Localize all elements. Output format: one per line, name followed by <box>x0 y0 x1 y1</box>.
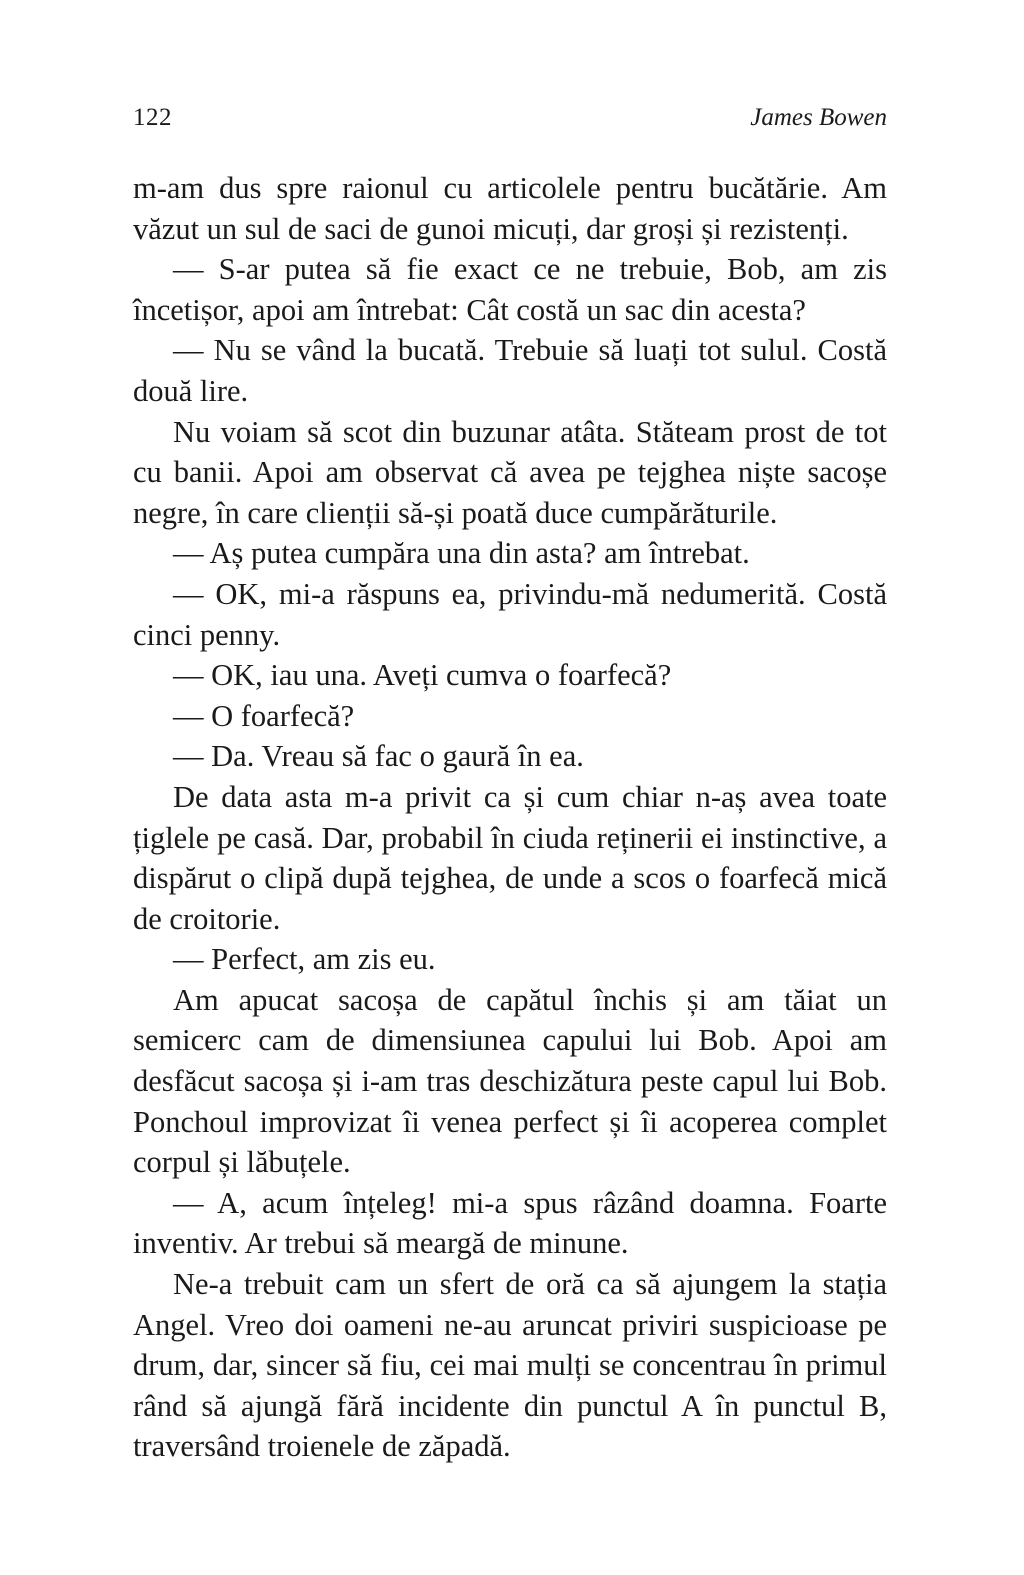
paragraph: Nu voiam să scot din buzunar atâta. Stăteam prost de tot cu banii. Apoi am observat că avea pe tejghea niște sacoșe negre, în care clienții să-și poată duce cumpărăturile. <box>133 414 887 530</box>
running-head-author: James Bowen <box>750 104 887 131</box>
dialogue-line: — Perfect, am zis eu. <box>173 942 436 977</box>
dialogue-line: — S-ar putea să fie exact ce ne trebuie, Bob, am zis încetișor, apoi am întrebat: Cât costă un sac din acesta? <box>133 252 887 327</box>
dialogue-line: — Da. Vreau să fac o gaură în ea. <box>173 739 584 774</box>
page-header <box>133 104 887 144</box>
paragraph: Am apucat sacoșa de capătul închis și am tăiat un semicerc cam de dimensiunea capului lui Bob. Apoi am desfăcut sacoșa și i-am tras deschizătura peste capul lui Bob. Ponchoul improvizat îi venea perfect și îi acoperea complet corpul și lăbuțele. <box>133 982 887 1180</box>
dialogue-line: — A, acum înțeleg! mi-a spus râzând doamna. Foarte inventiv. Ar trebui să meargă de minune. <box>133 1185 887 1261</box>
dialogue-line: — OK, mi-a răspuns ea, privindu-mă nedumerită. Costă cinci penny. <box>133 576 887 652</box>
paragraph: De data asta m-a privit ca și cum chiar n-aș avea toate țiglele pe casă. Dar, probabil în ciuda reținerii ei instinctive, a dispărut o clipă după tejghea, de unde a scos o foarfecă mică de croitorie. <box>133 779 887 936</box>
page-number: 122 <box>133 104 172 131</box>
dialogue-line: — Aș putea cumpăra una din asta? am întrebat. <box>173 536 750 571</box>
body-text <box>133 168 887 1467</box>
paragraph: m-am dus spre raionul cu articolele pentru bucătărie. Am văzut un sul de saci de gunoi micuți, dar groși și rezistenți. <box>133 171 887 246</box>
dialogue-line: — O foarfecă? <box>173 698 355 733</box>
dialogue-line: — Nu se vând la bucată. Trebuie să luați tot sulul. Costă două lire. <box>133 333 887 408</box>
dialogue-line: — OK, iau una. Aveți cumva o foarfecă? <box>173 658 672 693</box>
paragraph: Ne-a trebuit cam un sfert de oră ca să ajungem la stația Angel. Vreo doi oameni ne-au aruncat priviri suspicioase pe drum, dar, sincer să fiu, cei mai mulți se concentrau în primul rând să ajungă fără incidente din punctul A în punctul B, traversând troienele de zăpadă. <box>133 1267 887 1464</box>
